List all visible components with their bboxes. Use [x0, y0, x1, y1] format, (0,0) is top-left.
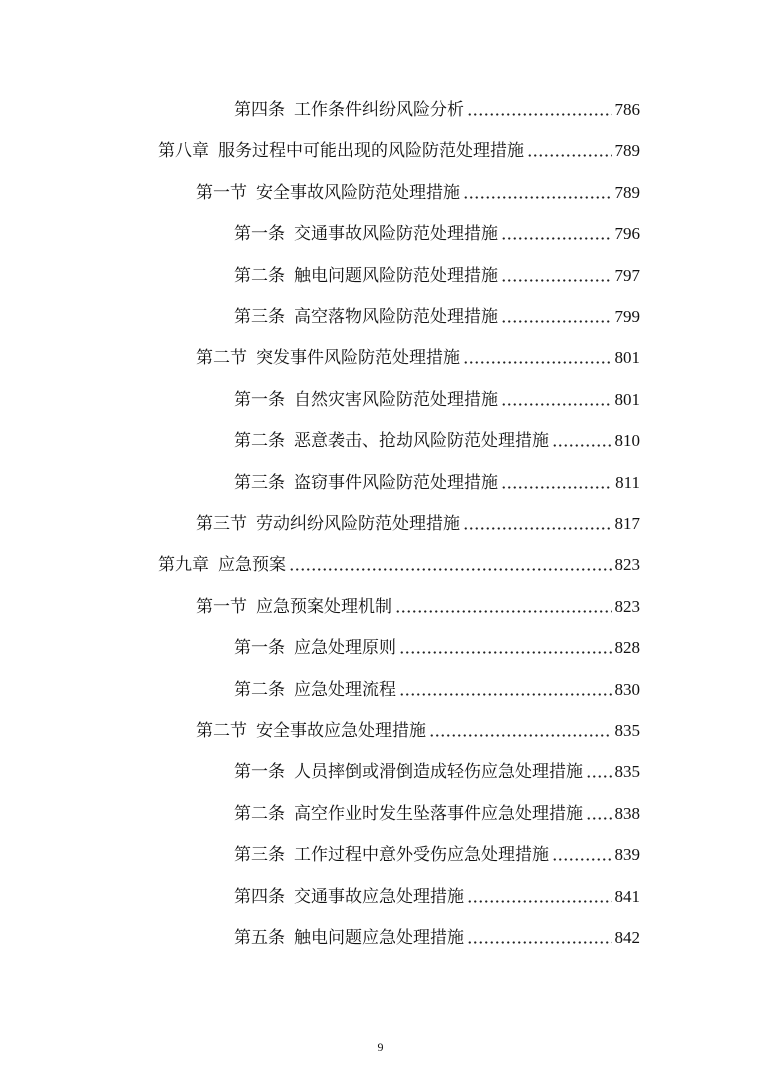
toc-entry-page: 810: [614, 431, 640, 450]
toc-entry-title: 安全事故应急处理措施: [256, 721, 426, 741]
toc-entry-label: [234, 470, 498, 496]
toc-entry-number: 第四条: [234, 887, 285, 907]
toc-entry-page: 823: [614, 597, 640, 616]
toc-entry-page: 817: [614, 514, 640, 533]
toc-entry-number: 第三条: [234, 307, 285, 327]
toc-entry-page: 823: [614, 555, 640, 574]
dot-leader: [467, 113, 612, 116]
toc-entry[interactable]: [234, 221, 640, 247]
toc-entry-number: 第二节: [196, 721, 247, 741]
toc-entry-page: 830: [614, 680, 640, 699]
toc-entry-title: 服务过程中可能出现的风险防范处理措施: [218, 141, 524, 161]
toc-entry-label: [234, 304, 498, 330]
toc-entry-page: 797: [614, 266, 640, 285]
toc-entry-title: 触电问题应急处理措施: [294, 928, 464, 948]
toc-entry-number: 第二条: [234, 266, 285, 286]
toc-entry-label: [234, 884, 464, 910]
toc-entry-label: [234, 387, 498, 413]
toc-entry[interactable]: [234, 470, 640, 496]
toc-entry-number: 第一条: [234, 224, 285, 244]
dot-leader: [586, 775, 612, 778]
toc-entry-title: 安全事故风险防范处理措施: [256, 183, 460, 203]
toc-entry-page: 838: [614, 804, 640, 823]
toc-entry-label: [234, 842, 549, 868]
toc-entry-title: 高空作业时发生坠落事件应急处理措施: [294, 804, 583, 824]
toc-entry-page: 842: [614, 928, 640, 947]
toc-entry-number: 第一节: [196, 597, 247, 617]
toc-entry-label: [196, 594, 392, 620]
toc-entry-label: [158, 138, 524, 164]
toc-entry[interactable]: [196, 511, 640, 537]
toc-entry-number: 第二条: [234, 804, 285, 824]
toc-entry-number: 第五条: [234, 928, 285, 948]
toc-entry-label: [234, 221, 498, 247]
toc-entry-label: [196, 718, 426, 744]
toc-entry[interactable]: [234, 428, 640, 454]
dot-leader: [463, 361, 612, 364]
toc-entry-title: 交通事故应急处理措施: [294, 887, 464, 907]
dot-leader: [399, 651, 612, 654]
toc-entry-page: 786: [614, 100, 640, 119]
dot-leader: [463, 527, 612, 530]
dot-leader: [463, 196, 612, 199]
toc-entry-number: 第八章: [158, 141, 209, 161]
dot-leader: [399, 693, 612, 696]
toc-entry-label: [234, 925, 464, 951]
toc-entry-title: 人员摔倒或滑倒造成轻伤应急处理措施: [294, 762, 583, 782]
toc-entry-title: 应急预案处理机制: [256, 597, 392, 617]
toc-entry-page: 811: [615, 473, 640, 492]
toc-entry-title: 突发事件风险防范处理措施: [256, 348, 460, 368]
toc-entry[interactable]: [234, 925, 640, 951]
toc-entry-page: 801: [614, 348, 640, 367]
dot-leader: [501, 486, 612, 489]
toc-entry-title: 盗窃事件风险防范处理措施: [294, 473, 498, 493]
toc-entry-title: 交通事故风险防范处理措施: [294, 224, 498, 244]
toc-entry[interactable]: [196, 594, 640, 620]
toc-entry[interactable]: [234, 304, 640, 330]
toc-entry-number: 第三节: [196, 514, 247, 534]
toc-entry-title: 应急处理流程: [294, 680, 396, 700]
toc-entry[interactable]: [234, 677, 640, 703]
toc-entry[interactable]: [196, 180, 640, 206]
toc-entry-page: 789: [614, 183, 640, 202]
toc-entry-title: 应急处理原则: [294, 638, 396, 658]
toc-entry-label: [234, 97, 464, 123]
dot-leader: [467, 900, 612, 903]
dot-leader: [586, 817, 612, 820]
toc-entry-number: 第四条: [234, 100, 285, 120]
toc-entry-number: 第九章: [158, 555, 209, 575]
dot-leader: [501, 237, 612, 240]
toc-entry-page: 839: [614, 845, 640, 864]
toc-entry-number: 第一条: [234, 390, 285, 410]
dot-leader: [552, 444, 612, 447]
toc-entry-title: 触电问题风险防范处理措施: [294, 266, 498, 286]
toc-entry-title: 应急预案: [218, 555, 286, 575]
toc-entry[interactable]: [234, 635, 640, 661]
toc-entry[interactable]: [234, 842, 640, 868]
toc-entry-title: 工作条件纠纷风险分析: [294, 100, 464, 120]
toc-entry-number: 第一节: [196, 183, 247, 203]
toc-entry-label: [196, 511, 460, 537]
toc-entry-page: 796: [614, 224, 640, 243]
toc-entry-page: 828: [614, 638, 640, 657]
toc-entry-label: [234, 428, 549, 454]
dot-leader: [289, 568, 612, 571]
toc-entry-number: 第二节: [196, 348, 247, 368]
toc-entry-label: [234, 635, 396, 661]
dot-leader: [429, 734, 612, 737]
toc-entry[interactable]: [234, 801, 640, 827]
toc-entry-title: 自然灾害风险防范处理措施: [294, 390, 498, 410]
toc-entry-page: 835: [614, 762, 640, 781]
toc-entry-label: [234, 677, 396, 703]
toc-entry-number: 第二条: [234, 431, 285, 451]
toc-entry[interactable]: [234, 263, 640, 289]
toc-entry[interactable]: [158, 552, 640, 578]
toc-entry-title: 工作过程中意外受伤应急处理措施: [294, 845, 549, 865]
toc-entry-label: [234, 263, 498, 289]
toc-entry-title: 高空落物风险防范处理措施: [294, 307, 498, 327]
page-number: 9: [377, 1040, 384, 1054]
toc-entry-page: 789: [614, 141, 640, 160]
toc-entry-number: 第一条: [234, 638, 285, 658]
dot-leader: [501, 403, 612, 406]
toc-entry-label: [196, 180, 460, 206]
toc-entry-number: 第一条: [234, 762, 285, 782]
toc-entry[interactable]: [196, 718, 640, 744]
toc-entry-label: [234, 759, 583, 785]
toc-entry[interactable]: [234, 759, 640, 785]
toc-entry-page: 799: [614, 307, 640, 326]
toc-entry[interactable]: [234, 97, 640, 123]
toc-entry-label: [158, 552, 286, 578]
toc-entry-title: 劳动纠纷风险防范处理措施: [256, 514, 460, 534]
toc-entry-page: 801: [614, 390, 640, 409]
toc-entry-title: 恶意袭击、抢劫风险防范处理措施: [294, 431, 549, 451]
toc-entry-page: 841: [614, 887, 640, 906]
toc-entry[interactable]: [234, 884, 640, 910]
dot-leader: [527, 154, 612, 157]
dot-leader: [501, 279, 612, 282]
toc-entry-number: 第三条: [234, 473, 285, 493]
toc-entry-page: 835: [614, 721, 640, 740]
toc-entry[interactable]: [196, 345, 640, 371]
toc-entry-label: [196, 345, 460, 371]
toc-entry[interactable]: [158, 138, 640, 164]
dot-leader: [501, 320, 612, 323]
dot-leader: [395, 610, 612, 613]
toc-entry-number: 第二条: [234, 680, 285, 700]
toc-entry-number: 第三条: [234, 845, 285, 865]
dot-leader: [552, 858, 612, 861]
toc-entry-label: [234, 801, 583, 827]
toc-entry[interactable]: [234, 387, 640, 413]
dot-leader: [467, 941, 612, 944]
